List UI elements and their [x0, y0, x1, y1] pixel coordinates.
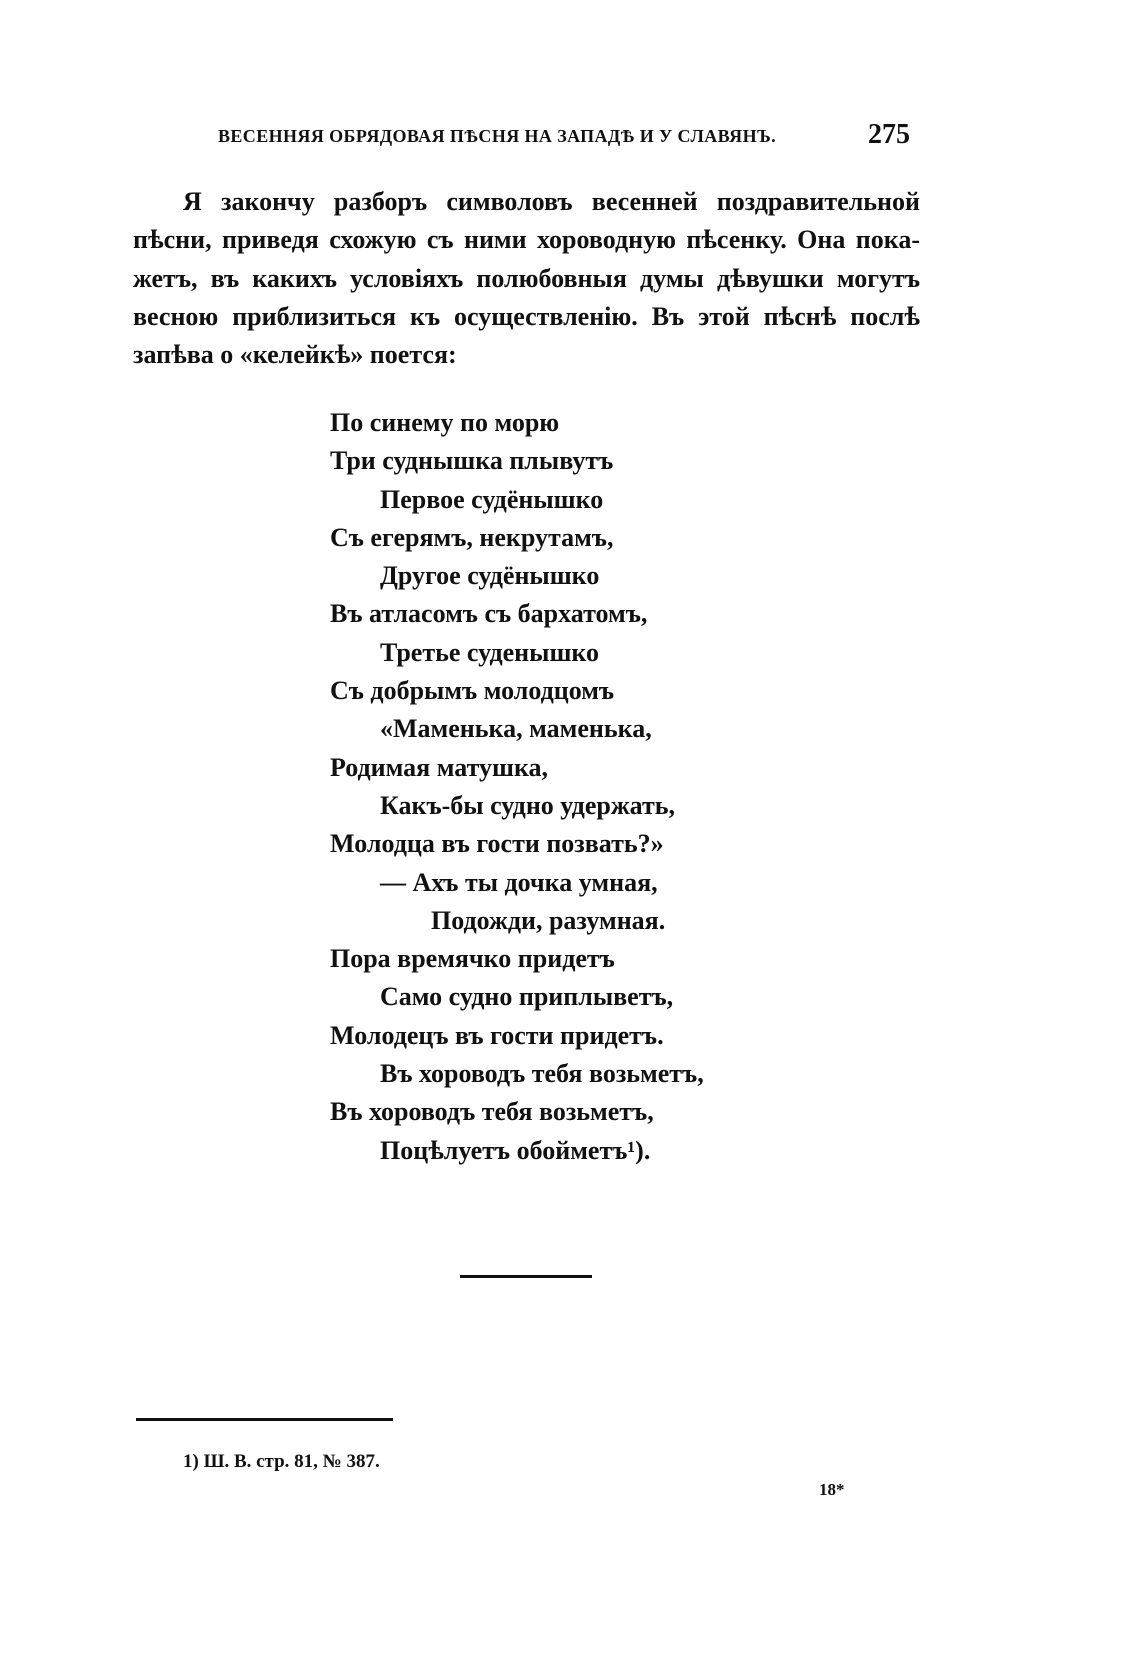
- poem-line: Само судно приплыветъ,: [380, 982, 674, 1012]
- poem-line: По синему по морю: [330, 408, 560, 437]
- paragraph-line-text: весною приблизиться къ осуществленію. Въ этой пѣснѣ послѣ: [133, 301, 920, 331]
- poem-line: Съ добрымъ молодцомъ: [330, 676, 615, 706]
- page-number: 275: [868, 119, 910, 150]
- poem-line: Пора времячко придетъ: [330, 944, 615, 974]
- footnote-separator-rule: [136, 1418, 393, 1421]
- paragraph-line: [133, 183, 920, 221]
- paragraph-line: [133, 298, 920, 336]
- poem-line: Три суднышка плывутъ: [330, 446, 614, 476]
- poem-line: Родимая матушка,: [330, 752, 549, 782]
- signature-mark: 18*: [819, 1480, 845, 1499]
- poem-line: Поцѣлуетъ обойметъ¹).: [380, 1135, 651, 1165]
- song-verse: [330, 404, 704, 1170]
- poem-line: Другое судёнышко: [380, 561, 600, 591]
- poem-line: Молодецъ въ гости придетъ.: [330, 1020, 664, 1050]
- footnote: 1) Ш. В. стр. 81, № 387.: [183, 1451, 380, 1472]
- poem-line: Въ хороводъ тебя возьметъ,: [380, 1059, 704, 1089]
- poem-line: Третье суденышко: [380, 637, 600, 667]
- poem-line: Съ егерямъ, некрутамъ,: [330, 522, 614, 552]
- poem-line: — Ахъ ты дочка умная,: [380, 867, 658, 897]
- running-head-title: ВЕСЕННЯЯ ОБРЯДОВАЯ ПѢСНЯ НА ЗАПАДѢ И У СЛАВЯНЪ.: [218, 126, 777, 146]
- section-end-rule: [460, 1275, 592, 1278]
- poem-line: «Маменька, маменька,: [380, 714, 652, 744]
- poem-line: Въ хороводъ тебя возьметъ,: [330, 1097, 654, 1127]
- paragraph-line-text: Я закончу разборъ символовъ весенней поздравительной: [183, 187, 920, 216]
- poem-line: Молодца въ гости позвать?»: [330, 829, 664, 859]
- poem-line: Подожди, разумная.: [431, 905, 666, 935]
- paragraph-line-text: запѣва о «келейкѣ» поется:: [133, 340, 457, 370]
- paragraph-line: [133, 221, 920, 259]
- paragraph-line: [133, 260, 920, 298]
- poem-line: Какъ-бы судно удержать,: [380, 790, 676, 820]
- paragraph-line-text: жетъ, въ какихъ условіяхъ полюбовныя думы дѣвушки могутъ: [133, 263, 920, 293]
- paragraph-line: [133, 336, 920, 374]
- body-paragraph: [133, 183, 920, 374]
- paragraph-line-text: пѣсни, приведя схожую съ ними хороводную пѣсенку. Она пока-: [133, 225, 920, 255]
- poem-line: Въ атласомъ съ бархатомъ,: [330, 599, 648, 629]
- poem-line: Первое судёнышко: [380, 484, 604, 514]
